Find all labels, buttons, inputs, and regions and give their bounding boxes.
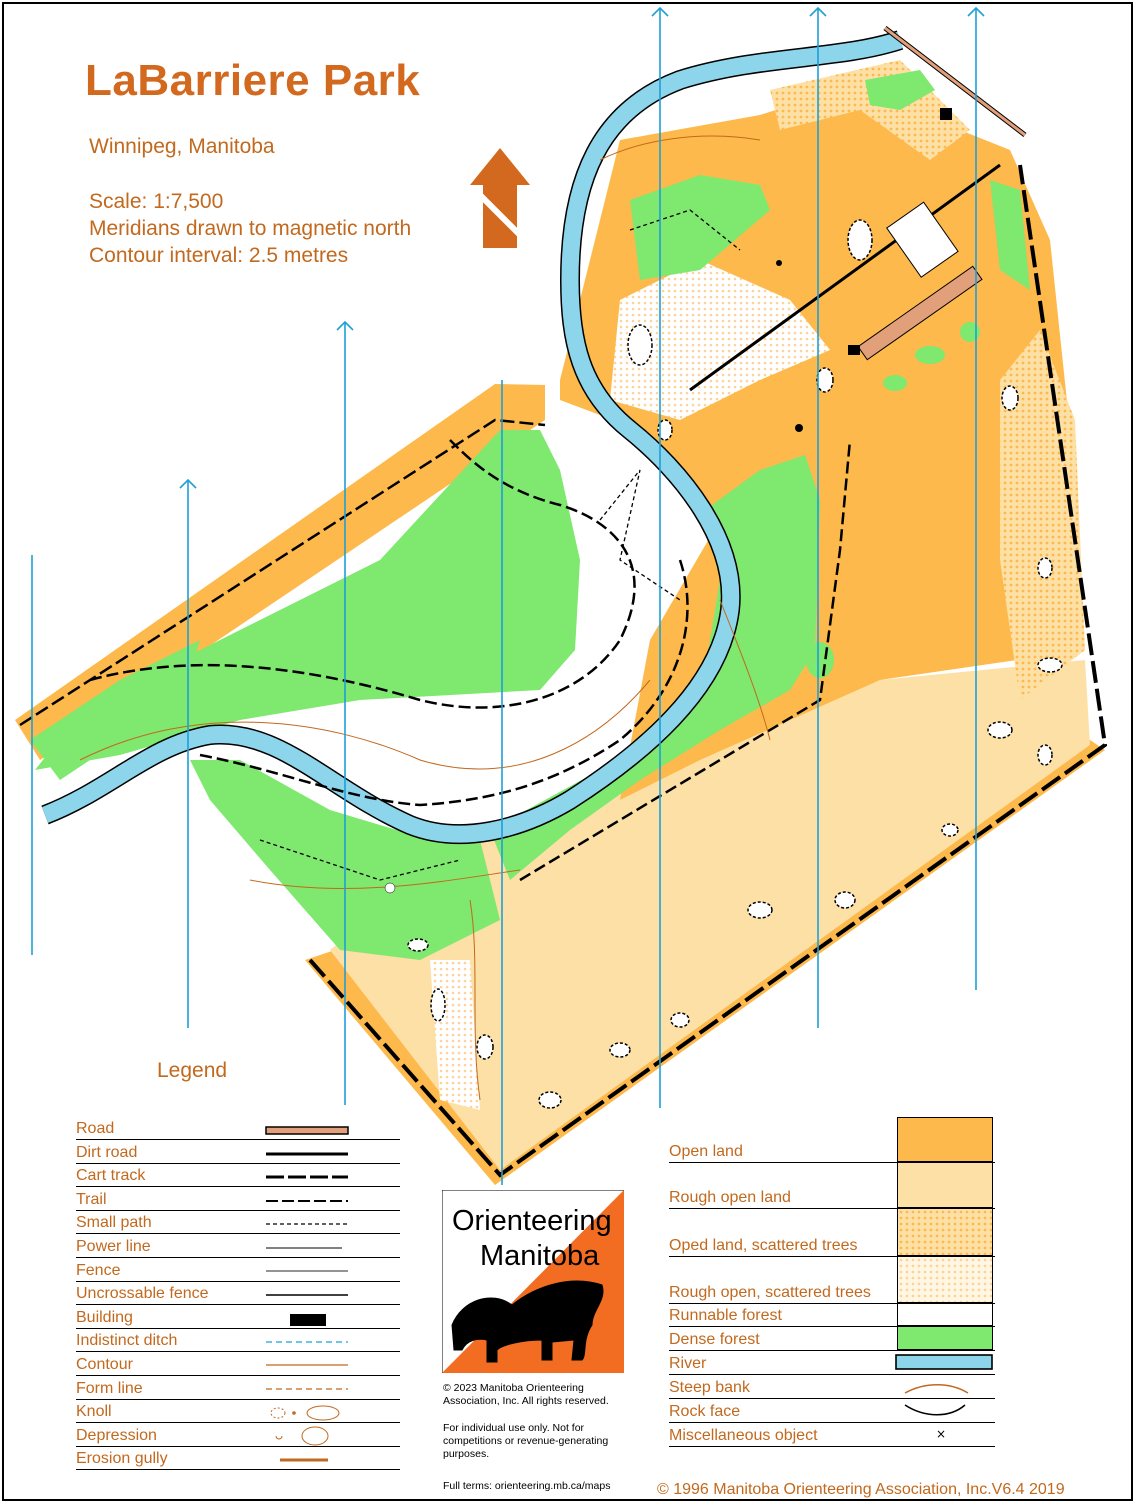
map-footer: © 1996 Manitoba Orienteering Association, Inc.V6.4 2019 xyxy=(657,1481,1065,1498)
legend-area-row xyxy=(669,1422,995,1447)
legend-label: Uncrossable fence xyxy=(76,1285,209,1303)
terms-link[interactable]: Full terms: orienteering.mb.ca/maps xyxy=(443,1480,611,1492)
legend-label: Dirt road xyxy=(76,1143,138,1161)
map-meridians-note: Meridians drawn to magnetic north xyxy=(89,217,412,240)
building-2 xyxy=(940,108,952,120)
legend-label: Power line xyxy=(76,1238,151,1255)
legend-row-contour xyxy=(76,1353,400,1376)
map-title: LaBarriere Park xyxy=(85,56,421,105)
legend-label: Depression xyxy=(76,1426,157,1444)
legend-label: Road xyxy=(76,1120,115,1137)
legend-swatch xyxy=(897,1303,993,1326)
usage-notice: For individual use only. Not for competitions or revenue-generating purposes. xyxy=(443,1422,609,1460)
legend-area-row xyxy=(669,1162,995,1209)
dense-forest-east-2 xyxy=(915,346,945,364)
legend-label: Contour xyxy=(76,1356,133,1373)
legend-label: Fence xyxy=(76,1261,121,1279)
legend-area-label: Rock face xyxy=(669,1403,741,1420)
legend-area-label: Steep bank xyxy=(669,1379,750,1396)
legend-swatch xyxy=(897,1208,993,1256)
legend-label: Cart track xyxy=(76,1167,146,1185)
legend-row-indistinct-ditch xyxy=(76,1329,400,1352)
legend-label: Indistinct ditch xyxy=(76,1332,178,1350)
legend-label: Knoll xyxy=(76,1403,112,1421)
logo-line-2: Manitoba xyxy=(480,1240,600,1272)
legend-label: Trail xyxy=(76,1190,107,1208)
legend-area-label: Open land xyxy=(669,1143,743,1160)
dense-forest-east-3 xyxy=(960,322,980,342)
legend-row-fence xyxy=(76,1259,400,1282)
map-contour-interval: Contour interval: 2.5 metres xyxy=(89,244,349,267)
legend-area-label: Runnable forest xyxy=(669,1307,782,1324)
copyright-notice: © 2023 Manitoba Orienteering Association, Inc. All rights reserved. xyxy=(443,1382,609,1407)
legend-swatch xyxy=(897,1256,993,1303)
legend-row-small-path xyxy=(76,1211,400,1234)
legend-area-row xyxy=(669,1398,995,1423)
legend-area-label: Miscellaneous object xyxy=(669,1427,818,1444)
legend-area-row xyxy=(669,1303,995,1327)
legend-area-row xyxy=(669,1117,995,1163)
legend-row-dirt-road xyxy=(76,1141,400,1164)
map-location: Winnipeg, Manitoba xyxy=(89,135,275,158)
legend-area-label: Oped land, scattered trees xyxy=(669,1237,858,1254)
legend-area-row xyxy=(669,1374,995,1399)
svg-text:×: × xyxy=(936,1427,947,1441)
legend-row-uncrossable-fence xyxy=(76,1282,400,1305)
legend-row-depression xyxy=(76,1424,400,1447)
waterhole xyxy=(385,883,395,893)
legend-label: Form line xyxy=(76,1379,143,1397)
legend-area-label: Rough open, scattered trees xyxy=(669,1284,871,1301)
legend-swatch xyxy=(897,1162,993,1208)
legend-heading: Legend xyxy=(157,1059,228,1082)
legend-row-trail xyxy=(76,1188,400,1211)
legend-area-row xyxy=(669,1350,995,1375)
legend-label: Erosion gully xyxy=(76,1450,168,1468)
legend-row-cart-track xyxy=(76,1164,400,1187)
legend-area-row xyxy=(669,1208,995,1257)
legend-label: Small path xyxy=(76,1214,152,1232)
legend-row-erosion-gully xyxy=(76,1447,400,1470)
legend-row-power-line xyxy=(76,1235,400,1258)
legend-swatch xyxy=(897,1117,993,1162)
map-scale: Scale: 1:7,500 xyxy=(89,190,224,213)
logo-line-1: Orienteering xyxy=(452,1205,612,1237)
legend-area-label: Dense forest xyxy=(669,1331,760,1348)
building-1 xyxy=(848,345,860,355)
orienteering-manitoba-logo xyxy=(442,1190,624,1373)
legend-area-row xyxy=(669,1326,995,1351)
legend-area-row xyxy=(669,1256,995,1304)
north-arrow-icon xyxy=(470,148,530,248)
legend-label: Building xyxy=(76,1308,133,1326)
legend-swatch xyxy=(897,1326,993,1350)
legend-row-knoll xyxy=(76,1400,400,1423)
legend-row-road xyxy=(76,1117,400,1140)
legend-area-label: Rough open land xyxy=(669,1189,791,1206)
legend-row-building xyxy=(76,1306,400,1329)
legend-row-form-line xyxy=(76,1377,400,1400)
legend-area-label: River xyxy=(669,1355,707,1372)
dense-forest-east-5 xyxy=(806,642,834,678)
misc-dot-2 xyxy=(776,260,782,266)
misc-dot-1 xyxy=(795,424,803,432)
dense-forest-east-4 xyxy=(883,375,907,391)
